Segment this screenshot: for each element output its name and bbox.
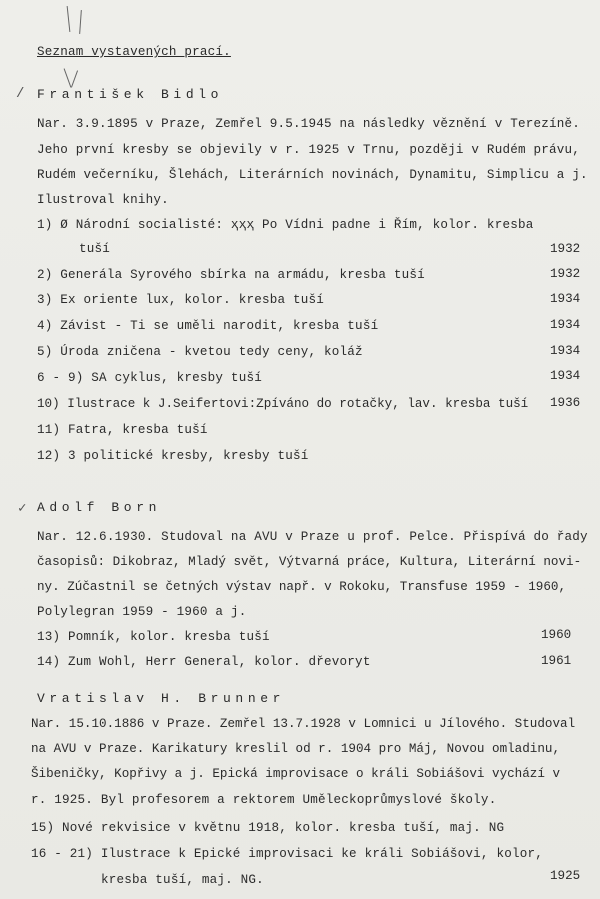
bio-line: Nar. 3.9.1895 v Praze, Zemřel 9.5.1945 na následky věznění v Terezíně. xyxy=(37,117,581,131)
bio-line: na AVU v Praze. Karikatury kreslil od r. 1904 pro Máj, Novou omladinu, xyxy=(31,742,561,756)
work-item: 3) Ex oriente lux, kolor. kresba tuší xyxy=(37,293,325,307)
bio-line: Nar. 12.6.1930. Studoval na AVU v Praze u prof. Pelce. Přispívá do řady xyxy=(37,530,588,544)
work-item: kresba tuší, maj. NG. xyxy=(101,873,264,887)
work-year: 1934 xyxy=(550,369,581,383)
page-heading: Seznam vystavených prací. xyxy=(37,45,231,59)
work-year: 1934 xyxy=(550,318,581,332)
work-year: 1934 xyxy=(550,292,581,306)
work-year: 1934 xyxy=(550,344,581,358)
bio-line: Ilustroval knihy. xyxy=(37,193,169,207)
work-item: 5) Úroda zničena - kvetou tedy ceny, koláž xyxy=(37,345,363,359)
pen-mark xyxy=(71,70,78,87)
work-item: 15) Nové rekvisice v květnu 1918, kolor. kresba tuší, maj. NG xyxy=(31,821,505,835)
artist-name: Vratislav H. Brunner xyxy=(37,691,286,706)
bio-line: Jeho první kresby se objevily v r. 1925 v Trnu, později v Rudém právu, xyxy=(37,143,581,157)
work-item: 1) Ø Národní socialisté: ҳҳҳ Po Vídni padne i Řím, kolor. kresba xyxy=(37,218,534,232)
work-item: 11) Fatra, kresba tuší xyxy=(37,423,208,437)
checkmark-icon: / xyxy=(16,86,25,102)
work-item: 10) Ilustrace k J.Seifertovi:Zpíváno do rotačky, lav. kresba tuší xyxy=(37,397,529,411)
work-item: 16 - 21) Ilustrace k Epické improvisaci ke králi Sobiášovi, kolor, xyxy=(31,847,543,861)
work-item: tuší xyxy=(79,242,111,256)
bio-line: Šibeničky, Kopřivy a j. Epická improvisace o králi Sobiášovi vychází v xyxy=(31,767,561,781)
work-year: 1960 xyxy=(541,628,572,642)
work-year: 1925 xyxy=(550,869,581,883)
bio-line: Nar. 15.10.1886 v Praze. Zemřel 13.7.1928 v Lomnici u Jílového. Studoval xyxy=(31,717,576,731)
work-item: 12) 3 politické kresby, kresby tuší xyxy=(37,449,309,463)
bio-line: časopisů: Dikobraz, Mladý svět, Výtvarná práce, Kultura, Literární novi- xyxy=(37,555,582,569)
bio-line: ny. Zúčastnil se četných výstav např. v Rokoku, Transfuse 1959 - 1960, xyxy=(37,580,567,594)
artist-name: František Bidlo xyxy=(37,87,224,102)
bio-line: Rudém večerníku, Šlehách, Literárních novinách, Dynamitu, Simplicu a j. xyxy=(37,168,588,182)
bio-line: Polylegran 1959 - 1960 a j. xyxy=(37,605,247,619)
artist-name: Adolf Born xyxy=(37,500,162,515)
bio-line: r. 1925. Byl profesorem a rektorem Uměleckoprůmyslové školy. xyxy=(31,793,497,807)
pen-mark xyxy=(67,6,71,32)
checkmark-icon: ✓ xyxy=(18,501,27,517)
work-item: 2) Generála Syrového sbírka na armádu, kresba tuší xyxy=(37,268,425,282)
pen-mark xyxy=(64,68,72,87)
work-item: 6 - 9) SA cyklus, kresby tuší xyxy=(37,371,262,385)
work-year: 1936 xyxy=(550,396,581,410)
work-item: 13) Pomník, kolor. kresba tuší xyxy=(37,630,270,644)
work-year: 1932 xyxy=(550,267,581,281)
work-year: 1961 xyxy=(541,654,572,668)
work-item: 4) Závist - Ti se uměli narodit, kresba tuší xyxy=(37,319,379,333)
work-item: 14) Zum Wohl, Herr General, kolor. dřevoryt xyxy=(37,655,371,669)
pen-mark xyxy=(79,10,82,34)
work-year: 1932 xyxy=(550,242,581,256)
